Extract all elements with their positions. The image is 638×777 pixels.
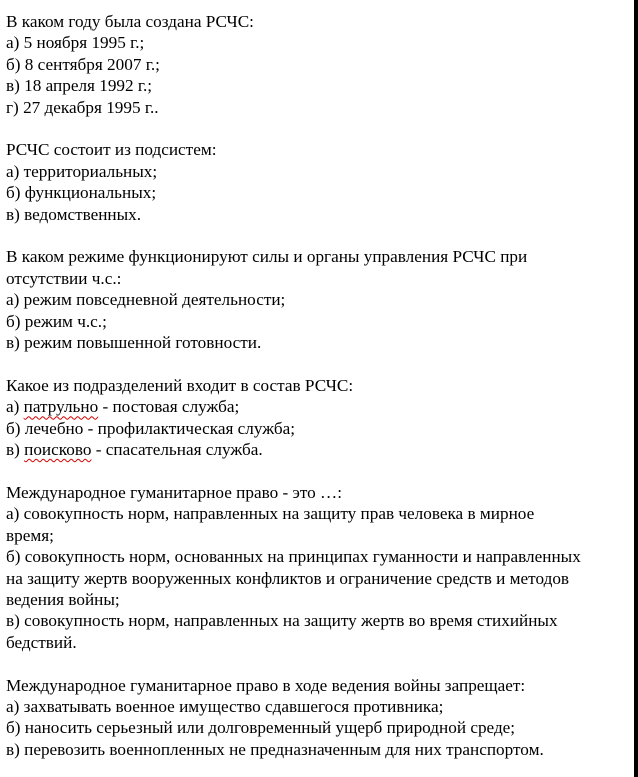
question-text: Международное гуманитарное право - это …:	[6, 482, 343, 502]
answer-option: а) территориальных;	[6, 161, 158, 181]
answer-option: б) наносить серьезный или долговременный ущерб природной среде;	[6, 718, 516, 738]
question-text: Международное гуманитарное право в ходе ведения войны запрещает:	[6, 675, 526, 695]
answer-option-line: на защиту жертв вооруженных конфликтов и ограничение средств и методов	[6, 568, 570, 588]
answer-option: б) режим ч.с.;	[6, 311, 107, 331]
answer-option-line: бедствий.	[6, 632, 77, 652]
answer-option: в) ведомственных.	[6, 204, 142, 224]
answer-option: б) лечебно - профилактическая служба;	[6, 418, 296, 438]
answer-option: а) 5 ноября 1995 г.;	[6, 33, 145, 53]
option-rest: - постовая служба;	[98, 397, 240, 417]
question-block-2	[6, 139, 638, 225]
question-text-line: В каком режиме функционируют силы и органы управления РСЧС при	[6, 247, 528, 267]
answer-option: в) перевозить военнопленных не предназначенным для них транспортом.	[6, 739, 544, 759]
option-prefix: а)	[6, 397, 24, 417]
question-block-5	[6, 482, 638, 653]
answer-option-line: время;	[6, 525, 54, 545]
answer-option: б) 8 сентября 2007 г.;	[6, 54, 160, 74]
answer-option-line: б) совокупность норм, основанных на принципах гуманности и направленных	[6, 547, 581, 567]
page-edge-divider	[634, 0, 638, 777]
answer-option: б) функциональных;	[6, 183, 157, 203]
answer-option	[6, 439, 638, 460]
question-text: В каком году была создана РСЧС:	[6, 12, 254, 31]
answer-option-line: а) совокупность норм, направленных на защиту прав человека в мирное	[6, 504, 535, 524]
spellcheck-marked-word[interactable]: поисково	[24, 440, 92, 460]
answer-option	[6, 396, 638, 417]
spellcheck-marked-word[interactable]: патрульно	[23, 397, 99, 417]
answer-option: а) режим повседневной деятельности;	[6, 290, 286, 310]
answer-option: в) режим повышенной готовности.	[6, 333, 262, 353]
question-block-4	[6, 375, 638, 461]
question-text: РСЧС состоит из подсистем:	[6, 140, 217, 160]
answer-option-line: в) совокупность норм, направленных на защиту жертв во время стихийных	[6, 611, 558, 631]
question-block-3	[6, 246, 638, 353]
answer-option-line: ведения войны;	[6, 589, 120, 609]
answer-option: г) 27 декабря 1995 г..	[6, 97, 159, 117]
option-prefix: в)	[6, 440, 25, 460]
answer-option: а) захватывать военное имущество сдавшегося противника;	[6, 696, 444, 716]
question-text: Какое из подразделений входит в состав РСЧС:	[6, 375, 354, 395]
answer-option: в) 18 апреля 1992 г.;	[6, 76, 153, 96]
question-text-line: отсутствии ч.с.:	[6, 268, 122, 288]
option-rest: - спасательная служба.	[91, 440, 263, 460]
question-block-1	[6, 11, 638, 118]
question-block-6	[6, 675, 638, 761]
